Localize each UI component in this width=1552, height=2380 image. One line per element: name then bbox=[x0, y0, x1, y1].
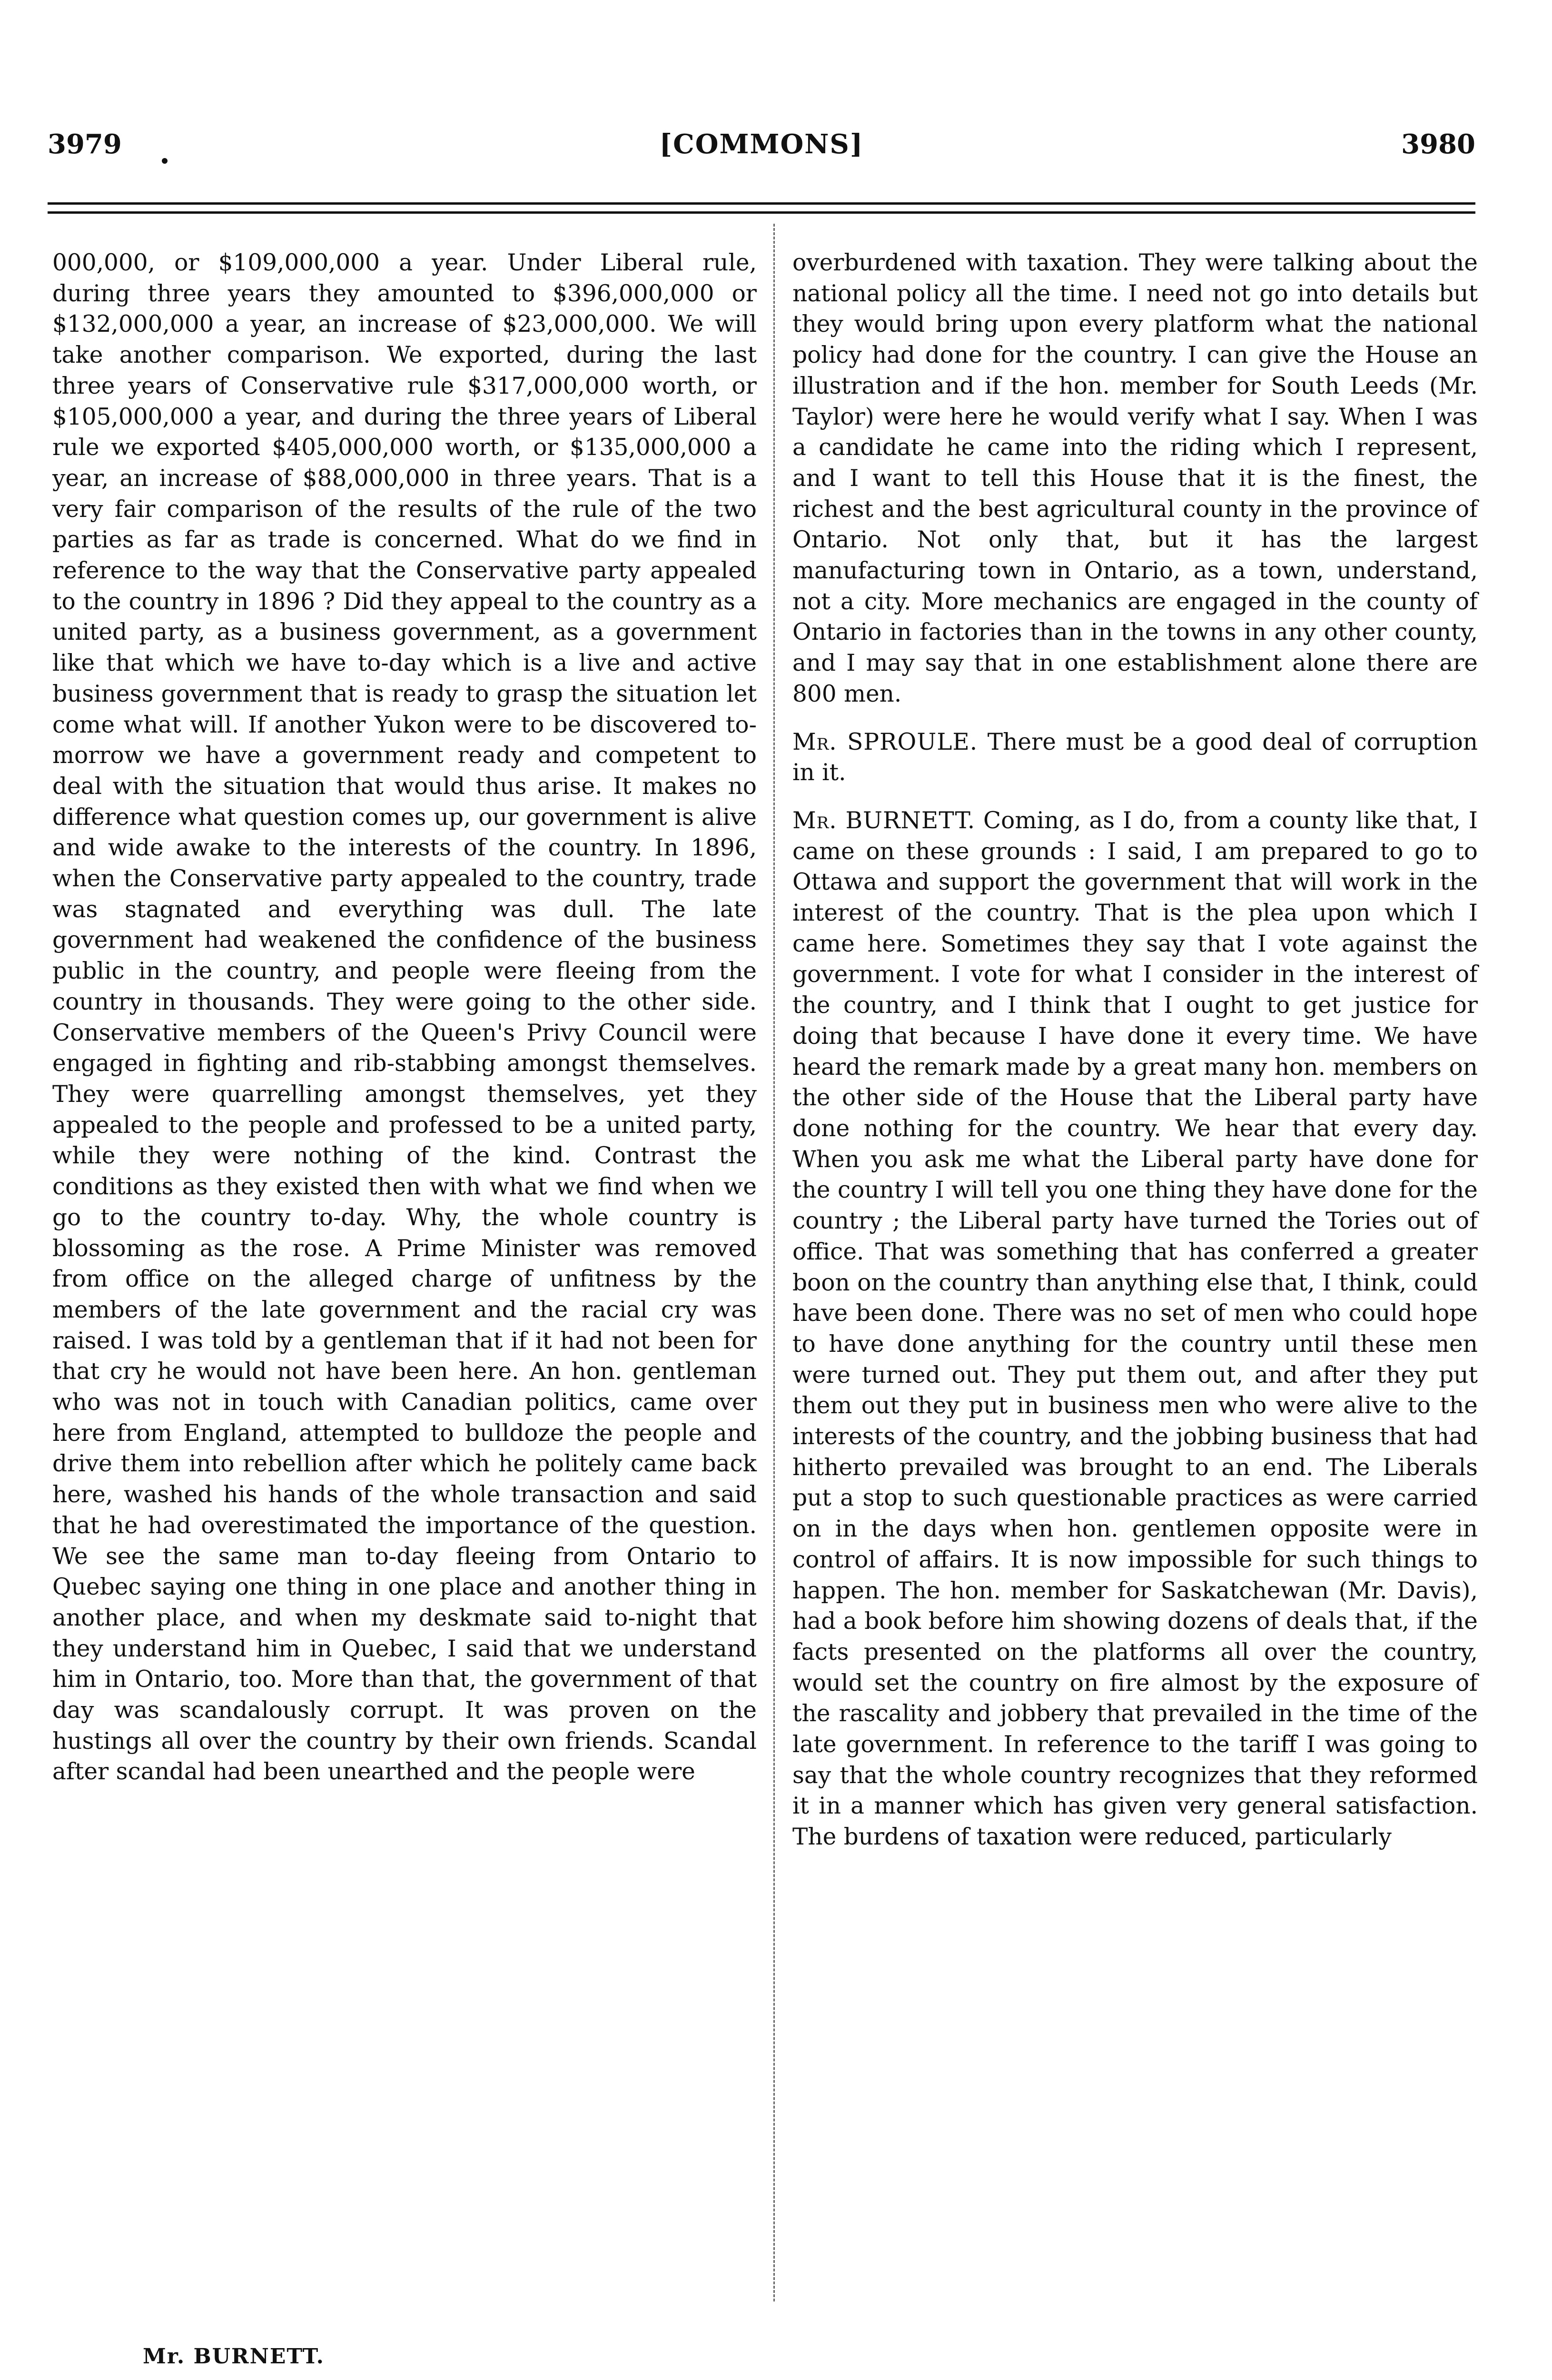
page-title: [COMMONS] bbox=[659, 129, 864, 160]
burnett-speech: Coming, as I do, from a county like that, I came on these grounds : I said, I am prepared to go to Ottawa and support the government that will work in the interest of the country. That is the plea upon which I came here. Sometimes they say that I vote against the government. I vote for what I consider in the interest of the country, and I think that I ought to get justice for doing that because I have done it every time. We have heard the remark made by a great many hon. members on the other side of the House that the Liberal party have done nothing for the country. We hear that every day. When you ask me what the Liberal party have done for the country I will tell you one thing they have done for the country ; the Liberal party have turned the Tories out of office. That was something that has conferred a greater boon on the country than anything else that, I think, could have been done. There was no set of men who could hope to have done anything for the country until these men were turned out. They put them out, and after they put them out they put in business men who were alive to the interests of the country, and the jobbing business that had hitherto prevailed was brought to an end. The Liberals put a stop to such questionable practices as were carried on in the days when hon. gentlemen opposite were in control of affairs. It is now impossible for such things to happen. The hon. member for Saskatchewan (Mr. Davis), had a book before him showing dozens of deals that, if the facts presented on the platforms all over the country, would set the country on fire almost by the exposure of the rascality and jobbery that prevailed in the time of the late government. In reference to the tariff I was going to say that the whole country recognizes that they reformed it in a manner which has given very general satisfaction. The burdens of taxation were reduced, particularly bbox=[792, 807, 1478, 1851]
header-rule bbox=[48, 202, 1475, 214]
speaker-burnett: Mr. BURNETT. bbox=[792, 807, 976, 834]
left-paragraph-1: 000,000, or $109,000,000 a year. Under Liberal rule, during three years they amounted to $396,000,000 or $132,000,000 a year, an increase of $23,000,000. We will take another comparison. We exported, during the last three years of Conservative rule $317,000,000 worth, or $105,000,000 a year, and during the three years of Liberal rule we exported $405,000,000 worth, or $135,000,000 a year, an increase of $88,000,000 in three years. That is a very fair comparison of the results of the rule of the two parties as far as trade is concerned. What do we find in reference to the way that the Conservative party appealed to the country in 1896 ? Did they appeal to the country as a united party, as a business government, as a government like that which we have to-day which is a live and active business government that is ready to grasp the situation let come what will. If another Yukon were to be discovered to-morrow we have a government ready and competent to deal with the situation that would thus arise. It makes no difference what question comes up, our government is alive and wide awake to the interests of the country. In 1896, when the Conservative party appealed to the country, trade was stagnated and everything was dull. The late government had weakened the confidence of the business public in the country, and people were fleeing from the country in thousands. They were going to the other side. Conservative members of the Queen's Privy Council were engaged in fighting and rib-stabbing amongst themselves. They were quarrelling amongst themselves, yet they appealed to the people and professed to be a united party, while they were nothing of the kind. Contrast the conditions as they existed then with what we find when we go to the country to-day. Why, the whole country is blossoming as the rose. A Prime Minister was removed from office on the alleged charge of unfitness by the members of the late government and the racial cry was raised. I was told by a gentleman that if it had not been for that cry he would not have been here. An hon. gentleman who was not in touch with Canadian politics, came over here from England, attempted to bulldoze the people and drive them into rebellion after which he politely came back here, washed his hands of the whole transaction and said that he had overestimated the importance of the question. We see the same man to-day fleeing from Ontario to Quebec saying one thing in one place and another thing in another place, and when my deskmate said to-night that they understand him in Quebec, I said that we understand him in Ontario, too. More than that, the government of that day was scandalously corrupt. It was proven on the hustings all over the country by their own friends. Scandal after scandal had been unearthed and the people were bbox=[52, 249, 757, 1785]
speaker-sproule: Mr. SPROULE. bbox=[792, 728, 978, 755]
page-number-left: 3979 bbox=[48, 129, 122, 160]
column-divider bbox=[773, 224, 775, 2301]
right-paragraph-3 bbox=[792, 805, 1478, 1853]
page-number-right: 3980 bbox=[1401, 129, 1475, 160]
left-column bbox=[52, 248, 757, 1787]
right-paragraph-1: overburdened with taxation. They were talking about the national policy all the time. I need not go into details but they would bring upon every platform what the national policy had done for the country. I can give the House an illustration and if the hon. member for South Leeds (Mr. Taylor) were here he would verify what I say. When I was a candidate he came into the riding which I represent, and I want to tell this House that it is the finest, the richest and the best agricultural county in the province of Ontario. Not only that, but it has the largest manufacturing town in Ontario, as a town, understand, not a city. More mechanics are engaged in the county of Ontario in factories than in the towns in any other county, and I may say that in one establishment alone there are 800 men. bbox=[792, 249, 1478, 707]
footer-speaker: Mr. BURNETT. bbox=[143, 2344, 325, 2369]
sproule-remark: There must be a good deal of corruption in it. bbox=[792, 728, 1478, 786]
page-header bbox=[48, 129, 1475, 171]
right-column bbox=[792, 248, 1478, 1853]
right-paragraph-2 bbox=[792, 727, 1478, 788]
